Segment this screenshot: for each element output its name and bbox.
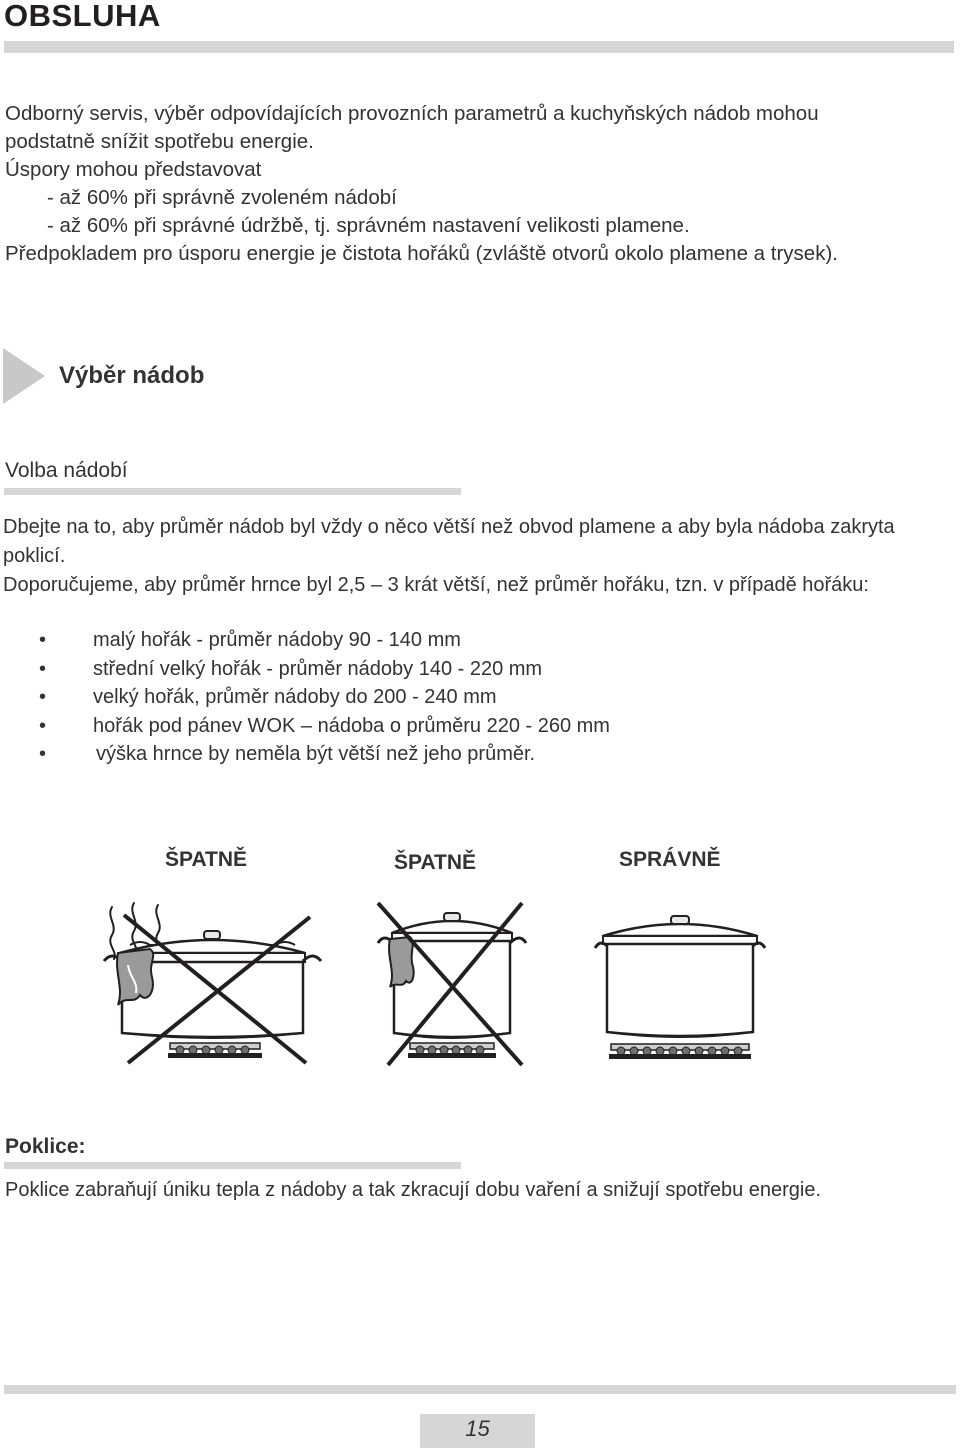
intro-line: Úspory mohou představovat	[5, 158, 262, 181]
figure-label-wrong: ŠPATNĚ	[165, 848, 248, 871]
list-item-text: malý hořák - průměr nádoby 90 - 140 mm	[93, 629, 461, 651]
bullet: •	[39, 686, 47, 708]
intro-dash-line: - až 60% při správně zvoleném nádobí	[47, 186, 397, 209]
correct-pot-illustration	[595, 910, 765, 1070]
intro-line: podstatně snížit spotřebu energie.	[5, 130, 314, 153]
top-rule	[4, 41, 954, 53]
choice-paragraph: Dbejte na to, aby průměr nádob byl vždy o něco větší než obvod plamene a aby byla nádoba zakryta poklicí.	[3, 516, 895, 567]
list-item	[3, 740, 903, 769]
bullet: •	[39, 714, 47, 737]
list-item-text: velký hořák, průměr nádoby do 200 - 240 mm	[93, 686, 497, 708]
wrong-pot-flames-illustration	[100, 895, 340, 1070]
lids-heading: Poklice:	[5, 1135, 86, 1158]
list-item-text: střední velký hořák - průměr nádoby 140 - 220 mm	[93, 657, 543, 680]
figure-label-correct: SPRÁVNĚ	[619, 848, 721, 871]
list-item-text: hořák pod pánev WOK – nádoba o průměru 220 - 260 mm	[93, 714, 610, 737]
lids-text	[5, 1176, 955, 1205]
intro-dash-line: - až 60% při správné údržbě, tj. správném nastavení velikosti plamene.	[47, 214, 690, 237]
list-item-text: výška hrnce by neměla být větší než jeho průměr.	[96, 743, 536, 765]
list-item	[3, 712, 903, 741]
page-title: OBSLUHA	[4, 0, 161, 33]
bullet: •	[39, 743, 47, 765]
bullet: •	[39, 657, 47, 680]
intro-line: Předpokladem pro úsporu energie je čistota hořáků (zvláště otvorů okolo plamene a trysek).	[5, 242, 838, 265]
lids-rule	[4, 1162, 461, 1169]
choice-paragraph: Doporučujeme, aby průměr hrnce byl 2,5 – 3 krát větší, než průměr hořáku, tzn. v případě hořáku:	[3, 574, 869, 596]
figure-label-wrong: ŠPATNĚ	[394, 851, 477, 874]
list-item	[3, 655, 903, 684]
size-list	[3, 626, 903, 769]
choice-text	[3, 513, 958, 600]
bottom-rule	[4, 1385, 956, 1394]
wrong-pot-narrow-illustration	[372, 895, 532, 1070]
intro-line: Odborný servis, výběr odpovídajících provozních parametrů a kuchyňských nádob mohou	[5, 102, 819, 125]
section-arrow-icon	[3, 348, 45, 404]
choice-heading: Volba nádobí	[5, 459, 128, 482]
section-heading: Výběr nádob	[59, 362, 205, 389]
list-item	[3, 626, 903, 655]
bullet: •	[39, 629, 47, 651]
choice-rule	[4, 488, 461, 495]
list-item	[3, 683, 903, 712]
intro-text	[5, 100, 955, 268]
page-number: 15	[465, 1416, 490, 1441]
lids-paragraph: Poklice zabraňují úniku tepla z nádoby a tak zkracují dobu vaření a snižují spotřebu energie.	[5, 1179, 822, 1201]
